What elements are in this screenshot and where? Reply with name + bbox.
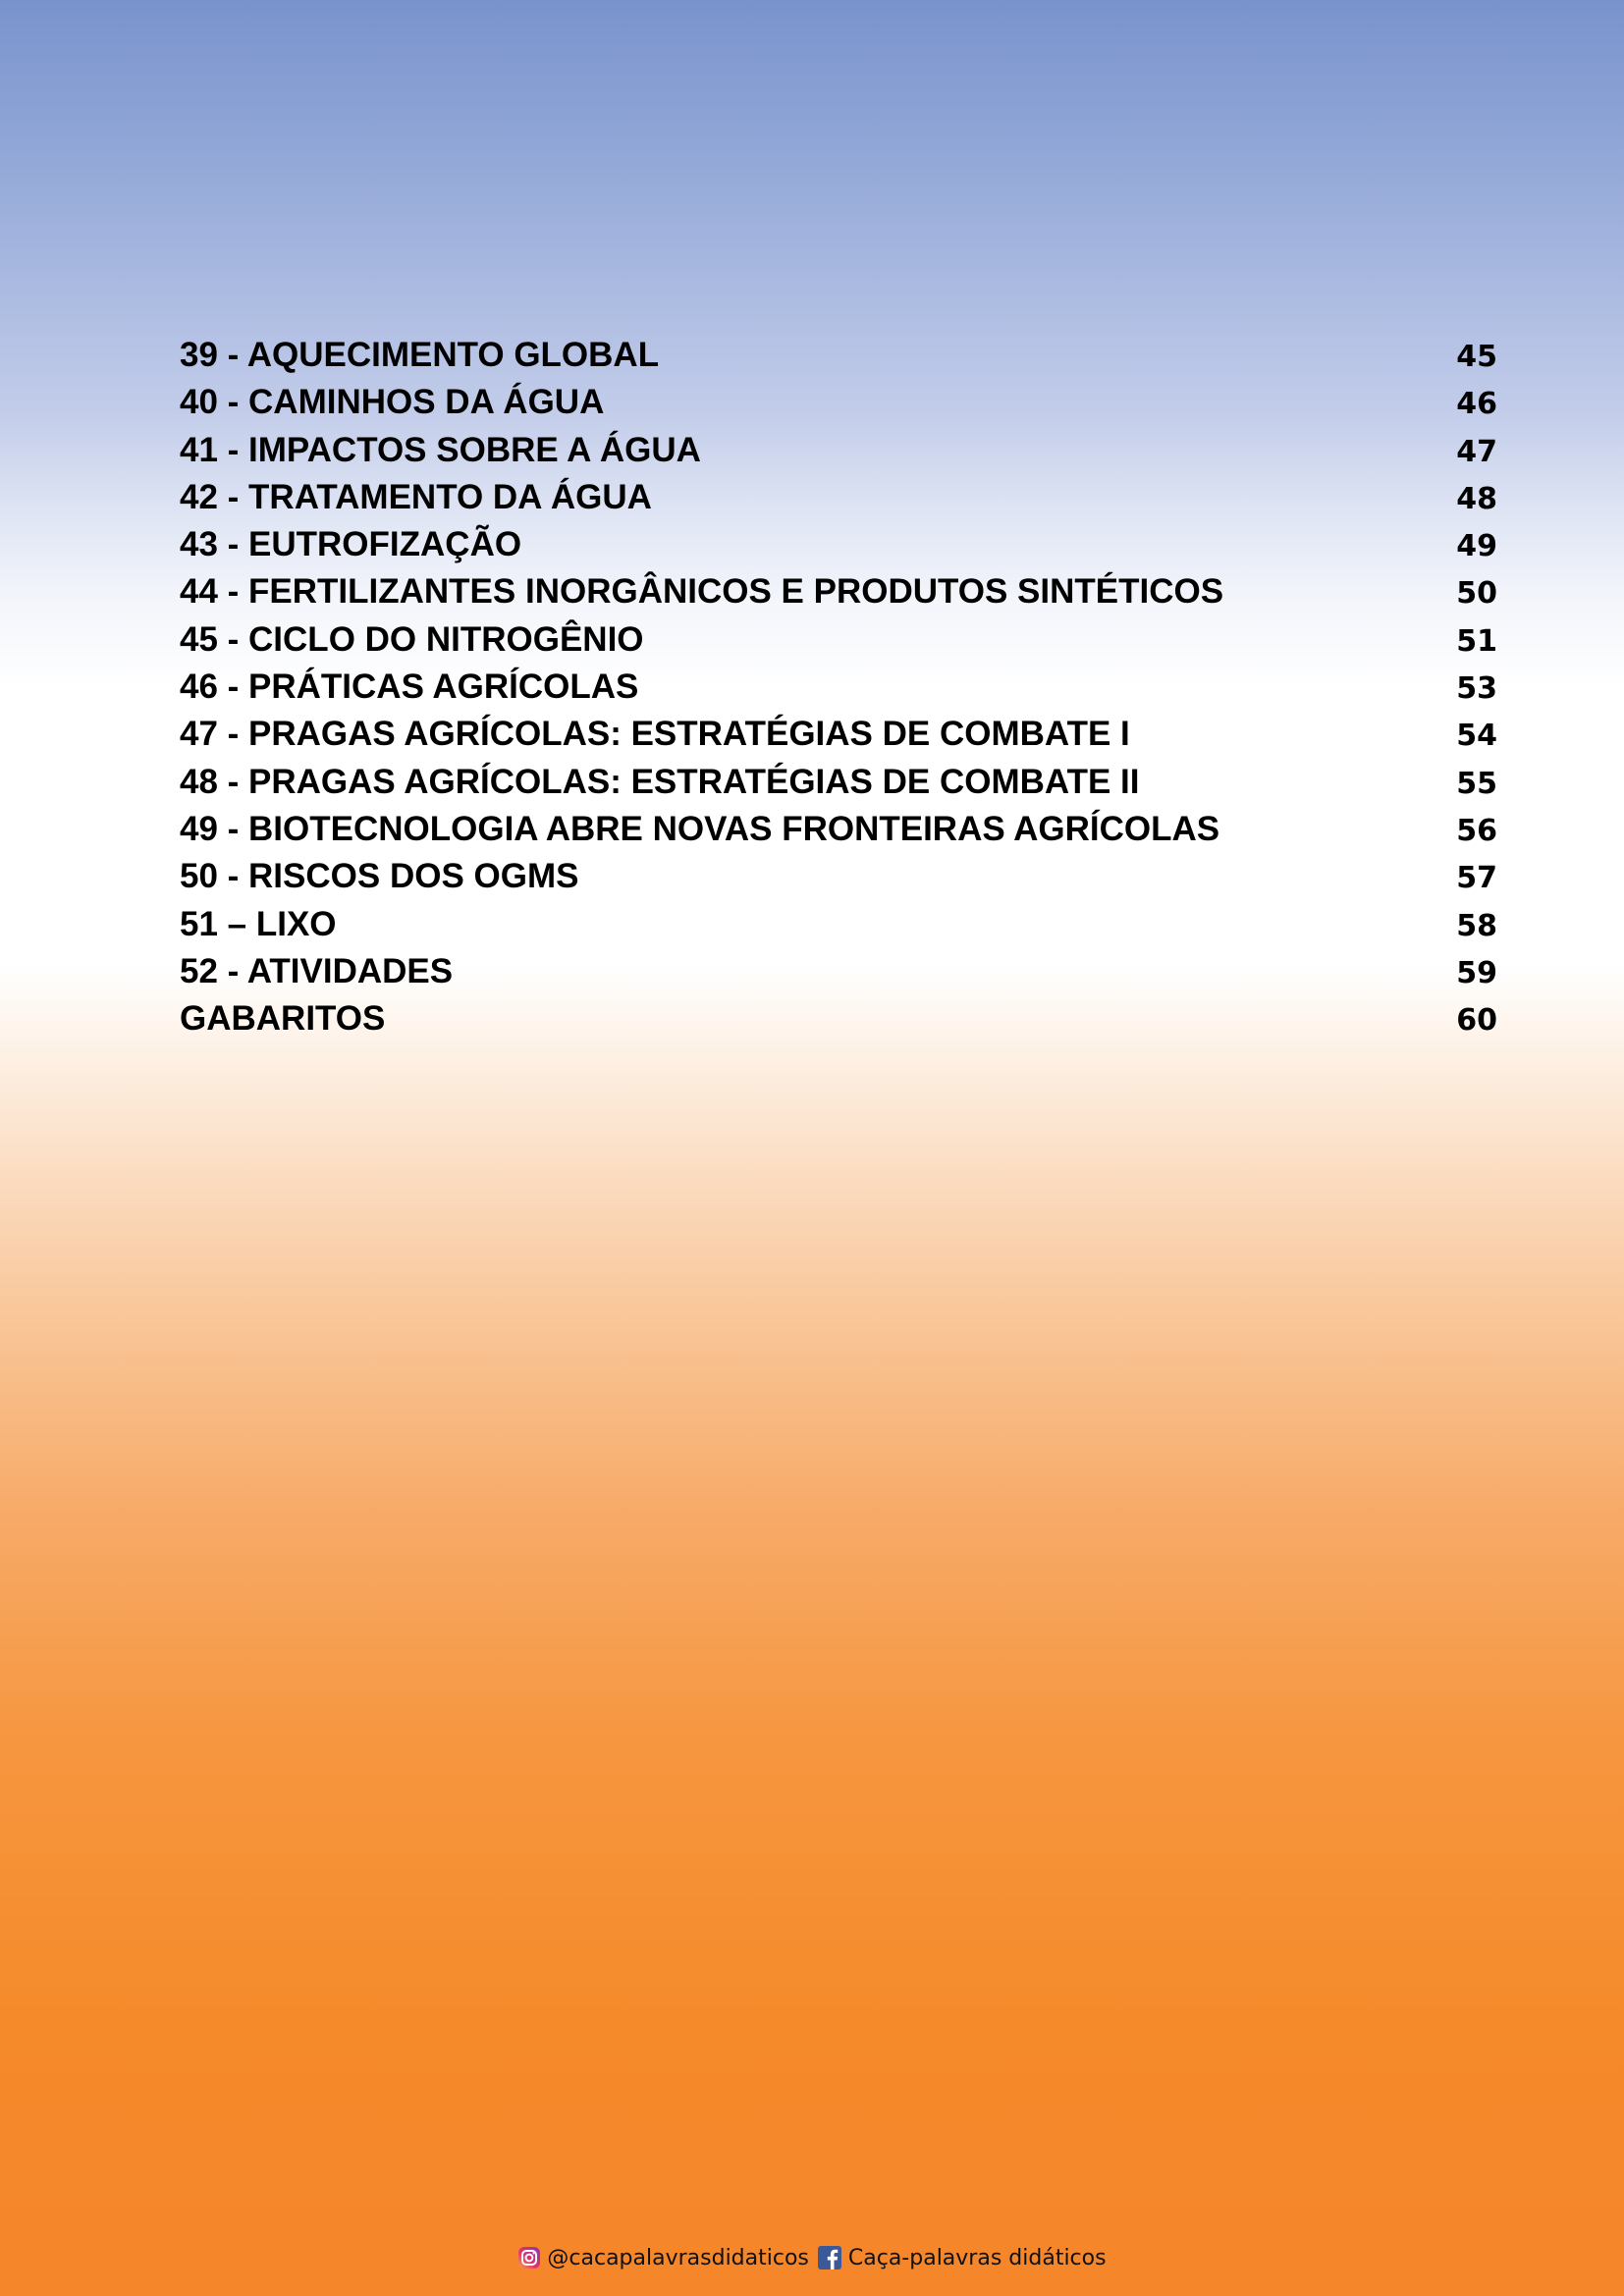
toc-entry[interactable] [180, 332, 1497, 379]
toc-entry-title: 44 - FERTILIZANTES INORGÂNICOS E PRODUTOS SINTÉTICOS [180, 572, 1224, 612]
toc-entry[interactable] [180, 995, 1497, 1042]
toc-entry-page: 54 [1456, 719, 1497, 754]
toc-entry-page: 49 [1456, 529, 1497, 564]
toc-entry-page: 59 [1456, 955, 1497, 990]
toc-entry-page: 56 [1456, 813, 1497, 848]
toc-entry-page: 47 [1456, 434, 1497, 469]
toc-entry-page: 57 [1456, 861, 1497, 896]
toc-entry-title: 52 - ATIVIDADES [180, 951, 454, 990]
toc-entry-page: 60 [1456, 1003, 1497, 1039]
toc-entry[interactable] [180, 901, 1497, 948]
toc-entry-title: 41 - IMPACTOS SOBRE A ÁGUA [180, 430, 701, 469]
toc-entry[interactable] [180, 853, 1497, 900]
toc-entry[interactable] [180, 474, 1497, 521]
toc-entry[interactable] [180, 427, 1497, 474]
toc-entry[interactable] [180, 711, 1497, 758]
toc-entry-title: 40 - CAMINHOS DA ÁGUA [180, 383, 605, 422]
facebook-name: Caça-palavras didáticos [847, 2245, 1107, 2270]
toc-entry-title: GABARITOS [180, 999, 386, 1039]
toc-entry-page: 53 [1456, 671, 1497, 707]
table-of-contents [180, 332, 1497, 1042]
toc-entry-title: 45 - CICLO DO NITROGÊNIO [180, 619, 644, 659]
toc-entry[interactable] [180, 948, 1497, 995]
toc-entry-title: 42 - TRATAMENTO DA ÁGUA [180, 477, 652, 516]
toc-entry-page: 51 [1456, 623, 1497, 659]
toc-entry[interactable] [180, 521, 1497, 568]
toc-entry-title: 48 - PRAGAS AGRÍCOLAS: ESTRATÉGIAS DE COMBATE II [180, 762, 1140, 801]
instagram-icon [517, 2246, 541, 2269]
toc-entry-page: 48 [1456, 481, 1497, 516]
instagram-link[interactable] [517, 2246, 808, 2270]
toc-entry[interactable] [180, 759, 1497, 806]
toc-entry-page: 55 [1456, 766, 1497, 801]
toc-entry-page: 46 [1456, 387, 1497, 422]
toc-entry-page: 58 [1456, 908, 1497, 943]
toc-entry-page: 50 [1456, 576, 1497, 612]
toc-entry-title: 39 - AQUECIMENTO GLOBAL [180, 336, 660, 374]
facebook-link[interactable] [817, 2245, 1107, 2270]
facebook-icon [817, 2245, 842, 2270]
toc-entry-title: 49 - BIOTECNOLOGIA ABRE NOVAS FRONTEIRAS AGRÍCOLAS [180, 809, 1220, 848]
toc-entry[interactable] [180, 664, 1497, 711]
toc-entry-title: 46 - PRÁTICAS AGRÍCOLAS [180, 667, 639, 707]
toc-entry-page: 45 [1456, 340, 1497, 374]
instagram-handle: @cacapalavrasdidaticos [547, 2245, 809, 2270]
toc-entry[interactable] [180, 379, 1497, 426]
toc-entry[interactable] [180, 616, 1497, 664]
toc-entry-title: 51 – LIXO [180, 904, 337, 943]
toc-entry[interactable] [180, 568, 1497, 615]
toc-entry-title: 43 - EUTROFIZAÇÃO [180, 525, 522, 564]
toc-entry[interactable] [180, 806, 1497, 853]
social-footer [0, 2245, 1624, 2270]
toc-entry-title: 50 - RISCOS DOS OGMS [180, 857, 579, 896]
toc-entry-title: 47 - PRAGAS AGRÍCOLAS: ESTRATÉGIAS DE COMBATE I [180, 715, 1130, 754]
